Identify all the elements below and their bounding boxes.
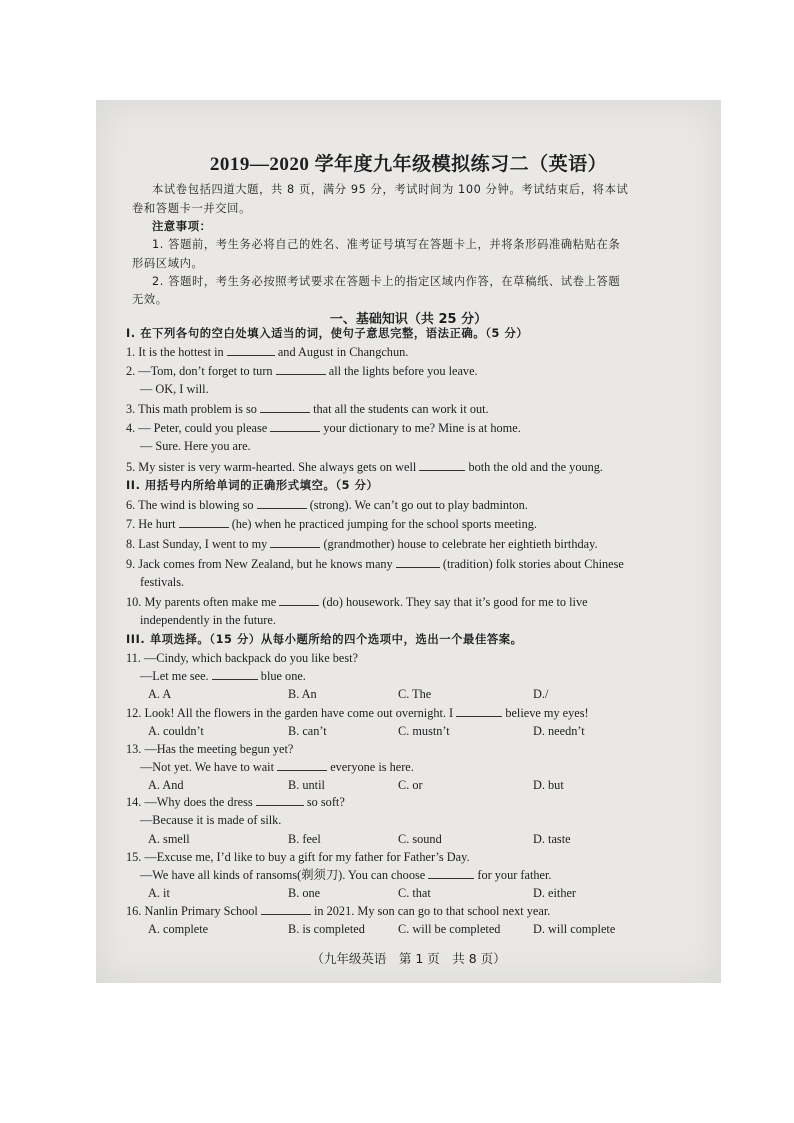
- question-11-text-b: blue one.: [260, 669, 306, 683]
- option-b[interactable]: B. one: [288, 886, 321, 900]
- question-8-text-a: 8. Last Sunday, I went to my: [126, 537, 268, 551]
- intro-line-1: 本试卷包括四道大题，共 8 页，满分 95 分，考试时间为 100 分钟。考试结束后，将本试: [152, 183, 629, 196]
- option-b[interactable]: B. An: [288, 687, 317, 701]
- question-14-text-a: 14. —Why does the dress: [126, 795, 253, 809]
- question-13-reply: [140, 759, 414, 775]
- question-10: [126, 594, 588, 610]
- question-4-text-b: your dictionary to me? Mine is at home.: [323, 421, 521, 435]
- exam-title: 2019—2020 学年度九年级模拟练习二（英语）: [209, 154, 608, 175]
- question-16: [126, 903, 550, 919]
- answer-blank[interactable]: [260, 401, 310, 413]
- question-6-text-b: (strong). We can’t go out to play badminton.: [309, 498, 528, 512]
- answer-blank[interactable]: [456, 705, 502, 717]
- option-a[interactable]: A. complete: [148, 922, 209, 936]
- option-b[interactable]: B. until: [288, 778, 325, 792]
- question-11-reply: [140, 668, 306, 684]
- question-1-text-b: and August in Changchun.: [277, 345, 409, 359]
- question-7-text-a: 7. He hurt: [126, 517, 176, 531]
- question-2-text-a: 2. —Tom, don’t forget to turn: [126, 364, 273, 378]
- note-1-line-1: 1. 答题前，考生务必将自己的姓名、准考证号填写在答题卡上，并将条形码准确粘贴在条: [152, 238, 621, 251]
- question-14-reply: —Because it is made of silk.: [140, 813, 282, 827]
- question-7: [126, 516, 537, 532]
- question-4-text-a: 4. — Peter, could you please: [126, 421, 268, 435]
- answer-blank[interactable]: [212, 668, 258, 680]
- question-11-text-a: —Let me see.: [140, 669, 209, 683]
- answer-blank[interactable]: [256, 794, 304, 806]
- exam-paper: [96, 100, 721, 983]
- question-10-text-b: (do) housework. They say that it’s good for me to live: [322, 595, 588, 609]
- option-a[interactable]: A. couldn’t: [148, 724, 204, 738]
- question-1: [126, 344, 408, 360]
- question-15: 15. —Excuse me, I’d like to buy a gift for my father for Father’s Day.: [126, 850, 470, 864]
- question-9: [126, 556, 624, 572]
- question-5-text-a: 5. My sister is very warm-hearted. She always gets on well: [126, 460, 417, 474]
- notice-heading: 注意事项：: [152, 220, 212, 233]
- option-d[interactable]: D./: [533, 687, 549, 701]
- answer-blank[interactable]: [279, 594, 319, 606]
- question-12-text-a: 12. Look! All the flowers in the garden have come out overnight. I: [126, 706, 454, 720]
- option-c[interactable]: C. or: [398, 778, 423, 792]
- question-9-text-a: 9. Jack comes from New Zealand, but he knows many: [126, 557, 393, 571]
- question-14-text-b: so soft?: [306, 795, 345, 809]
- answer-blank[interactable]: [396, 556, 440, 568]
- question-15-reply: [140, 867, 551, 883]
- answer-blank[interactable]: [270, 536, 320, 548]
- option-a[interactable]: A. A: [148, 687, 172, 701]
- answer-blank[interactable]: [261, 903, 311, 915]
- question-2-reply: — OK, I will.: [140, 382, 209, 396]
- answer-blank[interactable]: [257, 497, 307, 509]
- answer-blank[interactable]: [270, 420, 320, 432]
- answer-blank[interactable]: [428, 867, 474, 879]
- question-13: 13. —Has the meeting begun yet?: [126, 742, 294, 756]
- question-11: 11. —Cindy, which backpack do you like best?: [126, 651, 358, 665]
- question-1-text-a: 1. It is the hottest in: [126, 345, 224, 359]
- question-10-text-a: 10. My parents often make me: [126, 595, 277, 609]
- question-3: [126, 401, 489, 417]
- question-10-continued: independently in the future.: [140, 613, 276, 627]
- question-15-text-a: —We have all kinds of ransoms(剃须刀). You can choose: [140, 868, 426, 882]
- option-d[interactable]: D. will complete: [533, 922, 616, 936]
- question-8-text-b: (grandmother) house to celebrate her eightieth birthday.: [323, 537, 598, 551]
- option-a[interactable]: A. And: [148, 778, 184, 792]
- section-heading: 一、基础知识（共 25 分）: [329, 312, 488, 327]
- part-3-heading: III. 单项选择。（15 分）从每小题所给的四个选项中，选出一个最佳答案。: [126, 633, 523, 646]
- question-9-text-b: (tradition) folk stories about Chinese: [442, 557, 624, 571]
- option-c[interactable]: C. that: [398, 886, 431, 900]
- option-a[interactable]: A. smell: [148, 832, 190, 846]
- option-b[interactable]: B. feel: [288, 832, 321, 846]
- question-16-text-b: in 2021. My son can go to that school next year.: [314, 904, 551, 918]
- option-c[interactable]: C. sound: [398, 832, 442, 846]
- part-1-heading: I. 在下列各句的空白处填入适当的词，使句子意思完整，语法正确。（5 分）: [126, 327, 529, 340]
- part-2-heading: II. 用括号内所给单词的正确形式填空。（5 分）: [126, 479, 379, 492]
- question-3-text-a: 3. This math problem is so: [126, 402, 257, 416]
- note-2-line-1: 2. 答题时，考生务必按照考试要求在答题卡上的指定区域内作答，在草稿纸、试卷上答题: [152, 275, 621, 288]
- option-c[interactable]: C. mustn’t: [398, 724, 450, 738]
- option-d[interactable]: D. but: [533, 778, 564, 792]
- answer-blank[interactable]: [179, 516, 229, 528]
- question-13-text-a: —Not yet. We have to wait: [140, 760, 275, 774]
- option-d[interactable]: D. either: [533, 886, 577, 900]
- question-7-text-b: (he) when he practiced jumping for the school sports meeting.: [231, 517, 537, 531]
- question-2-text-b: all the lights before you leave.: [328, 364, 478, 378]
- question-6-text-a: 6. The wind is blowing so: [126, 498, 254, 512]
- question-13-text-b: everyone is here.: [330, 760, 414, 774]
- question-16-text-a: 16. Nanlin Primary School: [126, 904, 258, 918]
- intro-line-2: 卷和答题卡一并交回。: [132, 202, 251, 215]
- question-8: [126, 536, 598, 552]
- note-2-line-2: 无效。: [132, 293, 168, 306]
- question-5-text-b: both the old and the young.: [468, 460, 604, 474]
- question-4: [126, 420, 521, 436]
- option-a[interactable]: A. it: [148, 886, 170, 900]
- option-d[interactable]: D. needn’t: [533, 724, 585, 738]
- page-footer: （九年级英语 第 1 页 共 8 页）: [311, 951, 506, 966]
- answer-blank[interactable]: [227, 344, 275, 356]
- question-3-text-b: that all the students can work it out.: [313, 402, 489, 416]
- answer-blank[interactable]: [276, 363, 326, 375]
- question-9-continued: festivals.: [140, 575, 185, 589]
- option-d[interactable]: D. taste: [533, 832, 571, 846]
- answer-blank[interactable]: [277, 759, 327, 771]
- question-14: [126, 794, 345, 810]
- option-c[interactable]: C. The: [398, 687, 432, 701]
- option-b[interactable]: B. can’t: [288, 724, 327, 738]
- question-2: [126, 363, 478, 379]
- question-12-text-b: believe my eyes!: [505, 706, 589, 720]
- answer-blank[interactable]: [419, 459, 465, 471]
- question-15-text-b: for your father.: [477, 868, 552, 882]
- note-1-line-2: 形码区域内。: [132, 257, 204, 270]
- question-12: [126, 705, 589, 721]
- option-c[interactable]: C. will be completed: [398, 922, 501, 936]
- option-b[interactable]: B. is completed: [288, 922, 365, 936]
- question-5: [126, 459, 603, 475]
- question-6: [126, 497, 528, 513]
- question-4-reply: — Sure. Here you are.: [140, 439, 251, 453]
